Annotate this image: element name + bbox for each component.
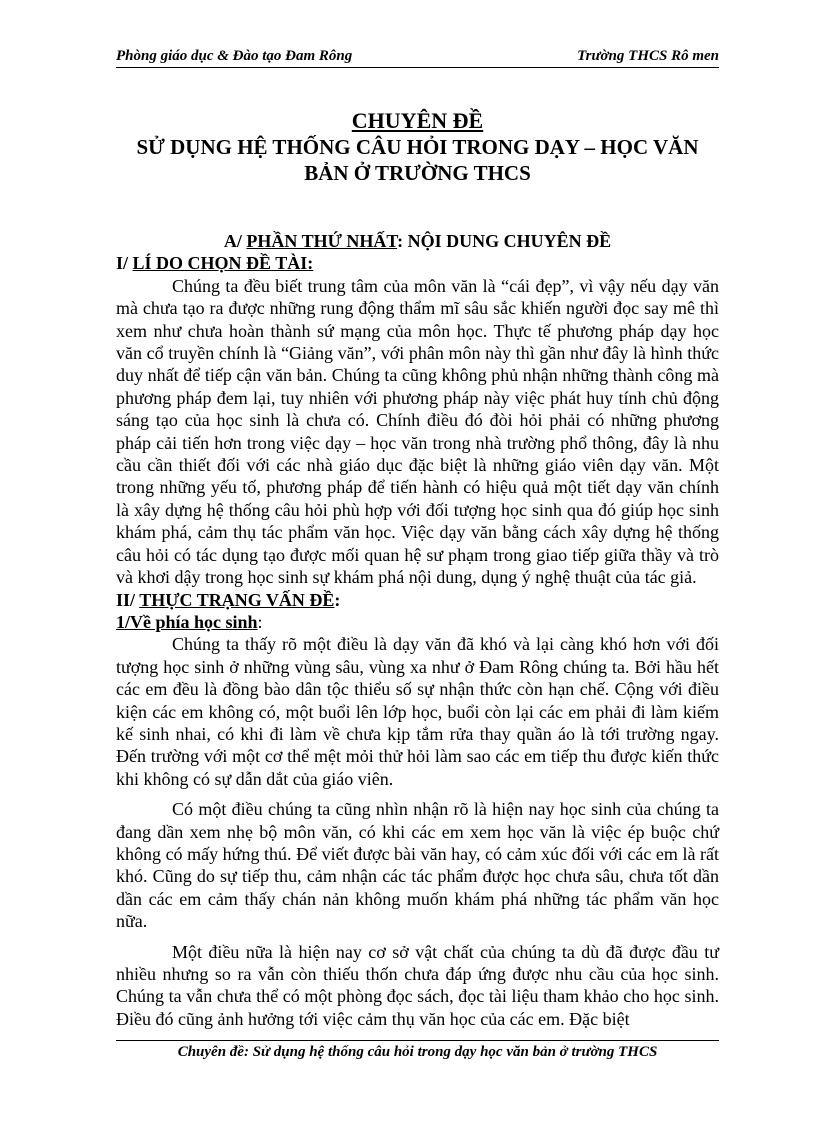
section-ii-label: THỰC TRẠNG VẤN ĐỀ bbox=[139, 589, 335, 610]
section-1-rest: : bbox=[257, 611, 263, 632]
paragraph-students-2: Có một điều chúng ta cũng nhìn nhận rõ là hiện nay học sinh của chúng ta đang dần xem nhẹ bộ môn văn, có khi các em xem học văn là việc ép buộc chứ không có mấy hứng thú. Để viết được bài văn hay, có cảm xúc đối với các em là rất khó. Cũng do sự tiếp thu, cảm nhận các tác phẩm được học chưa sâu, chưa tốt dần dần các em cảm thấy chán nản không muốn khám phá những tác phẩm văn học nữa. bbox=[116, 799, 719, 932]
section-ii-prefix: II/ bbox=[116, 589, 140, 610]
section-a-label: PHẦN THỨ NHẤT bbox=[246, 231, 398, 251]
section-1-label: 1/Về phía học sinh bbox=[116, 611, 258, 632]
section-i-label: LÍ DO CHỌN ĐỀ TÀI: bbox=[132, 253, 314, 274]
paragraph-students-1: Chúng ta thấy rõ một điều là dạy văn đã khó và lại càng khó hơn với đối tượng học sinh ở những vùng sâu, vùng xa như ở Đam Rông chúng ta. Bởi hầu hết các em đều là đồng bào dân tộc thiểu số sự nhận thức còn hạn chế. Cộng với điều kiện các em không có, một buổi lên lớp học, buổi còn lại các em phải đi làm kiếm kế sinh nhai, có khi đi làm về chưa kịp tắm rửa thay quần áo là tới trường ngay. Đến trường với một cơ thể mệt mỏi thử hỏi làm sao các em tiếp thu được kiến thức khi không có sự dẫn dắt của giáo viên. bbox=[116, 634, 719, 789]
footer-text: Chuyên đề: Sử dụng hệ thống câu hỏi trong dạy học văn bản ở trường THCS bbox=[177, 1044, 658, 1060]
section-a-heading bbox=[116, 230, 719, 252]
paragraph-students-3: Một điều nữa là hiện nay cơ sở vật chất của chúng ta dù đã được đầu tư nhiều nhưng so ra vẫn còn thiếu thốn chưa đáp ứng được nhu cầu của học sinh. Chúng ta vẫn chưa thể có một phòng đọc sách, đọc tài liệu tham khảo cho học sinh. Điều đó cũng ảnh hưởng tới việc cảm thụ văn học của các em. Đặc biệt bbox=[116, 941, 719, 1029]
section-a-rest: : NỘI DUNG CHUYÊN ĐỀ bbox=[397, 231, 612, 251]
document-body bbox=[116, 230, 719, 1030]
header-right-text: Trường THCS Rô men bbox=[577, 48, 719, 64]
header-left-text: Phòng giáo dục & Đào tạo Đam Rông bbox=[116, 48, 353, 64]
document-title bbox=[116, 108, 719, 186]
page-footer bbox=[116, 1040, 719, 1063]
page-header bbox=[116, 47, 719, 68]
section-ii-rest: : bbox=[334, 589, 341, 610]
section-i-prefix: I/ bbox=[116, 253, 133, 274]
section-a-prefix: A/ bbox=[223, 231, 247, 251]
title-line-1: CHUYÊN ĐỀ bbox=[351, 108, 484, 133]
section-1-heading bbox=[116, 611, 719, 633]
section-i-heading bbox=[116, 252, 719, 274]
paragraph-reason: Chúng ta đều biết trung tâm của môn văn là “cái đẹp”, vì vậy nếu dạy văn mà chưa tạo ra được những rung động thẩm mĩ sâu sắc khiến người đọc say mê thì xem như chưa hoàn thành sứ mạng của môn học. Thực tế phương pháp dạy học văn cổ truyền chính là “Giảng văn”, với phân môn này thì gần như đây là hình thức duy nhất để tiếp cận văn bản. Chúng ta cũng không phủ nhận những thành công mà phương pháp đem lại, tuy nhiên với phương pháp này việc phát huy tính chủ động sáng tạo của học sinh là chưa có. Chính điều đó đòi hỏi phải có những phương pháp cải tiến hơn trong việc dạy – học văn trong nhà trường phổ thông, đây là nhu cầu cần thiết đối với các nhà giáo dục đặc biệt là những giáo viên dạy văn. Một trong những yếu tố, phương pháp để tiến hành có hiệu quả một tiết dạy văn chính là xây dựng hệ thống câu hỏi phù hợp với đối tượng học sinh qua đó giúp học sinh khám phá, cảm thụ tác phẩm văn học. Việc dạy văn bằng cách xây dựng hệ thống câu hỏi có tác dụng tạo được mối quan hệ sư phạm trong giao tiếp giữa thầy và trò và khơi dậy trong học sinh sự khám phá nội dung, dụng ý nghệ thuật của tác giả. bbox=[116, 275, 719, 588]
title-line-2: SỬ DỤNG HỆ THỐNG CÂU HỎI TRONG DẠY – HỌC VĂN BẢN Ở TRƯỜNG THCS bbox=[136, 135, 699, 185]
section-ii-heading bbox=[116, 589, 719, 611]
